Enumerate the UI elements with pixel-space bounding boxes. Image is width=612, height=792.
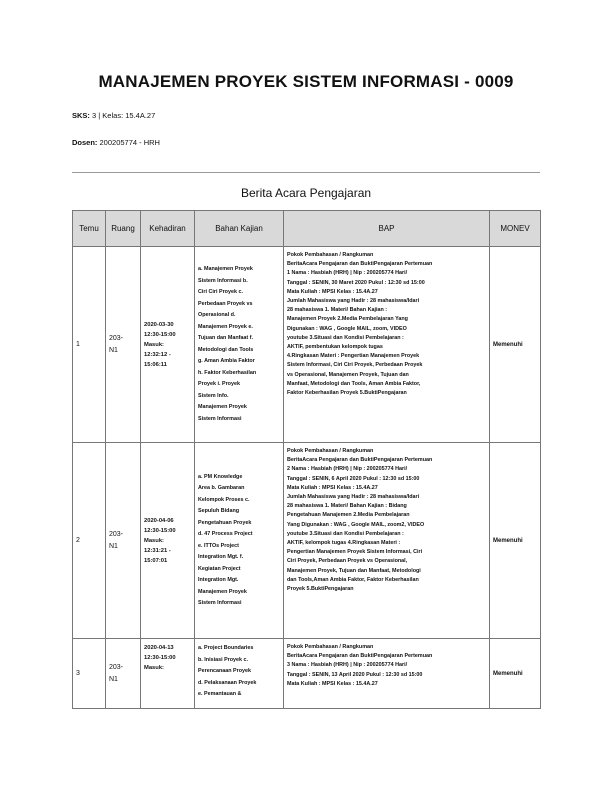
cell-ruang: 203- N1 — [106, 247, 141, 443]
cell-kehadiran: 2020-04-06 12:30-15:00 Masuk: 12:31:21 - 15:07:01 — [141, 443, 195, 639]
lecturer-info — [72, 138, 160, 147]
section-title: Berita Acara Pengajaran — [240, 186, 372, 200]
header-monev: MONEV — [490, 211, 541, 247]
header-bahan-kajian: Bahan Kajian — [195, 211, 284, 247]
header-temu: Temu — [73, 211, 106, 247]
course-info — [72, 111, 155, 120]
dosen-label: Dosen: — [72, 138, 98, 147]
cell-monev: Memenuhi — [490, 639, 541, 709]
divider — [72, 172, 540, 173]
cell-bahan-kajian: a. PM Knowledge Area b. Gambaran Kelompok Proses c. Sepuluh Bidang Pengetahuan Proyek d. 47 Process Project e. ITTOs Project Integration Mgt. f. Kegiatan Project Integration Mgt. Manajemen Proyek Sistem Informasi — [195, 443, 284, 639]
teaching-report-table — [72, 210, 541, 709]
cell-kehadiran: 2020-04-13 12:30-15:00 Masuk: — [141, 639, 195, 709]
cell-ruang: 203- N1 — [106, 443, 141, 639]
table-row — [73, 639, 541, 709]
cell-ruang: 203- N1 — [106, 639, 141, 709]
cell-temu: 2 — [73, 443, 106, 639]
sks-value: 3 | Kelas: 15.4A.27 — [92, 111, 156, 120]
cell-monev: Memenuhi — [490, 443, 541, 639]
table-row — [73, 247, 541, 443]
cell-monev: Memenuhi — [490, 247, 541, 443]
header-ruang: Ruang — [106, 211, 141, 247]
dosen-value: 200205774 - HRH — [99, 138, 160, 147]
cell-bap: Pokok Pembahasan / Rangkuman BeritaAcara Pengajaran dan BuktiPengajaran Pertemuan 2 Nama : Hasbiah (HRH) | Nip : 200205774 Hari/ Tanggal : SENIN, 6 April 2020 Pukul : 12:30 sd 15:00 Mata Kuliah : MPSI Kelas : 15.4A.27 Jumlah Mahasiswa yang Hadir : 28 mahasiswa/Idari 28 mahasiswa 1. Materi/ Bahan Kajian : Bidang Pengetahuan Manajemen 2.Media Pembelajaran Yang Digunakan : WAG , Google MAIL, zoom2, VIDEO youtube 3.Situasi dan Kondisi Pembelajaran : AKTIF, kelompok tugas 4.Ringkasan Materi : Pengertian Manajemen Proyek Sistem Informasi, Ciri Ciri Proyek, Perbedaan Proyek vs Operasional, Manajemen Proyek, Tujuan dan Manfaat, Metodologi dan Tools,Aman Ambia Faktor, Faktor Keberhasilan Proyek 5.BuktiPengajaran — [284, 443, 490, 639]
cell-bahan-kajian: a. Manajemen Proyek Sistem Informasi b. Ciri Ciri Proyek c. Perbedaan Proyek vs Operasional d. Manajemen Proyek e. Tujuan dan Manfaat f. Metodologi dan Tools g. Aman Ambia Faktor h. Faktor Keberhasilan Proyek i. Proyek Sistem Info. Manajemen Proyek Sistem Informasi — [195, 247, 284, 443]
cell-kehadiran: 2020-03-30 12:30-15:00 Masuk: 12:32:12 - 15:06:11 — [141, 247, 195, 443]
cell-temu: 1 — [73, 247, 106, 443]
table-header-row — [73, 211, 541, 247]
cell-bap: Pokok Pembahasan / Rangkuman BeritaAcara Pengajaran dan BuktiPengajaran Pertemuan 3 Nama : Hasbiah (HRH) | Nip : 200205774 Hari/ Tanggal : SENIN, 13 April 2020 Pukul : 12:30 sd 15:00 Mata Kuliah : MPSI Kelas : 15.4A.27 — [284, 639, 490, 709]
header-bap: BAP — [284, 211, 490, 247]
course-title: MANAJEMEN PROYEK SISTEM INFORMASI - 0009 — [98, 72, 514, 91]
table-row — [73, 443, 541, 639]
sks-label: SKS: — [72, 111, 90, 120]
cell-bap: Pokok Pembahasan / Rangkuman BeritaAcara Pengajaran dan BuktiPengajaran Pertemuan 1 Nama : Hasbiah (HRH) | Nip : 200205774 Hari/ Tanggal : SENIN, 30 Maret 2020 Pukul : 12:30 sd 15:00 Mata Kuliah : MPSI Kelas : 15.4A.27 Jumlah Mahasiswa yang Hadir : 28 mahasiswa/Idari 28 mahasiswa 1. Materi/ Bahan Kajian : Manajemen Proyek 2.Media Pembelajaran Yang Digunakan : WAG , Google MAIL, zoom, VIDEO youtube 3.Situasi dan Kondisi Pembelajaran : AKTIF, pembentukan kelompok tugas 4.Ringkasan Materi : Pengertian Manajemen Proyek Sistem Informasi, Ciri Ciri Proyek, Perbedaan Proyek vs Operasional, Manajemen Proyek, Tujuan dan Manfaat, Metodologi dan Tools, Aman Ambia Faktor, Faktor Keberhasilan Proyek 5.BuktiPengajaran — [284, 247, 490, 443]
header-kehadiran: Kehadiran — [141, 211, 195, 247]
cell-temu: 3 — [73, 639, 106, 709]
cell-bahan-kajian: a. Project Boundaries b. Inisiasi Proyek c. Perencanaan Proyek d. Pelaksanaan Proyek e. Pemantauan & — [195, 639, 284, 709]
